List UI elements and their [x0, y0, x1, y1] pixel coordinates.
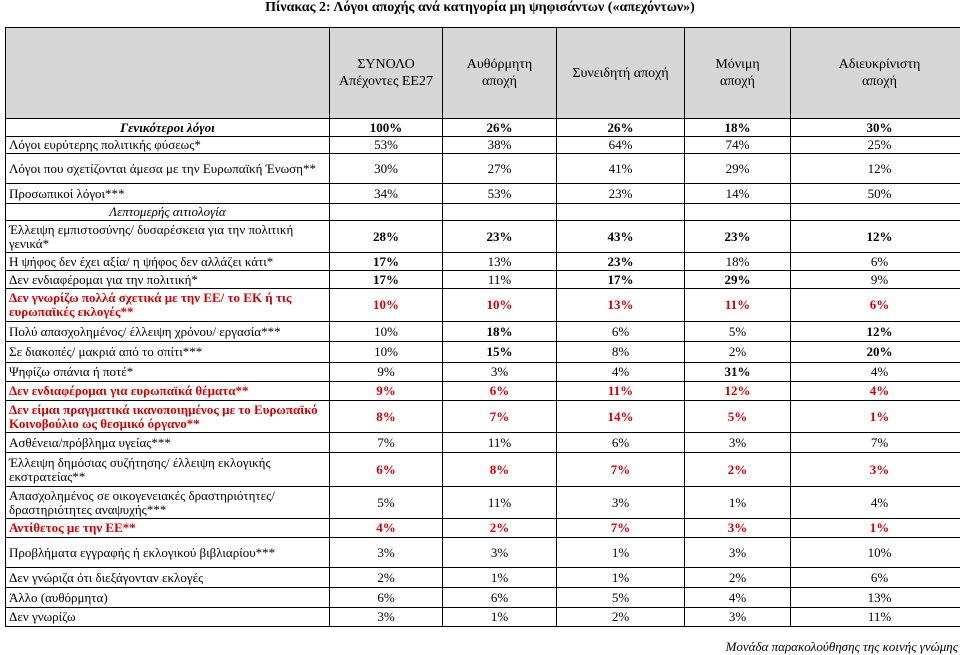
- table-cell: 12%: [791, 221, 960, 253]
- table-cell: 13%: [791, 588, 960, 608]
- table-row: [6, 253, 960, 271]
- header-blank: [6, 28, 330, 119]
- table-cell: 3%: [330, 608, 443, 627]
- table-cell: 26%: [443, 119, 557, 137]
- table-cell: 14%: [685, 184, 791, 204]
- table-cell: 6%: [557, 322, 685, 342]
- table-cell: 50%: [791, 184, 960, 204]
- table-cell: 4%: [330, 519, 443, 538]
- table-cell: 10%: [443, 289, 557, 322]
- table-cell: 4%: [791, 382, 960, 401]
- table-cell: 18%: [685, 119, 791, 137]
- table-cell: 5%: [685, 322, 791, 342]
- table-cell: 6%: [330, 588, 443, 608]
- table-cell: 1%: [443, 568, 557, 588]
- table-cell: 11%: [557, 382, 685, 401]
- table-cell: 8%: [330, 401, 443, 433]
- table-cell: 1%: [557, 568, 685, 588]
- table-cell: 17%: [330, 271, 443, 289]
- abstention-reasons-table: [5, 27, 960, 627]
- header-conscious: Συνειδητή αποχή: [557, 28, 685, 119]
- table-cell: 1%: [791, 519, 960, 538]
- table-cell: 4%: [791, 363, 960, 382]
- table-cell: 7%: [557, 519, 685, 538]
- table-cell: 12%: [791, 154, 960, 184]
- row-label: Αντίθετος με την ΕΕ**: [6, 519, 330, 538]
- table-cell: 2%: [557, 608, 685, 627]
- header-spontaneous: Αυθόρμητη αποχή: [443, 28, 557, 119]
- table-cell: [330, 204, 443, 221]
- header-total: ΣΥΝΟΛΟ Απέχοντες ΕΕ27: [330, 28, 443, 119]
- table-cell: 27%: [443, 154, 557, 184]
- table-cell: 6%: [557, 433, 685, 453]
- table-cell: 23%: [685, 221, 791, 253]
- table-cell: 10%: [791, 538, 960, 568]
- table-cell: 100%: [330, 119, 443, 137]
- table-row: [6, 342, 960, 363]
- table-cell: 8%: [557, 342, 685, 363]
- table-cell: 11%: [685, 289, 791, 322]
- table-cell: 20%: [791, 342, 960, 363]
- row-label: Δεν γνώριζα ότι διεξάγονταν εκλογές: [6, 568, 330, 588]
- table-row: [6, 363, 960, 382]
- table-cell: 43%: [557, 221, 685, 253]
- table-cell: 6%: [791, 253, 960, 271]
- table-cell: 7%: [443, 401, 557, 433]
- table-cell: 29%: [685, 154, 791, 184]
- table-cell: 14%: [557, 401, 685, 433]
- table-row: [6, 322, 960, 342]
- table-cell: 23%: [557, 184, 685, 204]
- table-row: [6, 184, 960, 204]
- table-cell: 13%: [557, 289, 685, 322]
- table-cell: [791, 204, 960, 221]
- row-label: Λεπτομερής αιτιολογία: [6, 204, 330, 221]
- row-label: Προβλήματα εγγραφής ή εκλογικού βιβλιαρίου***: [6, 538, 330, 568]
- table-cell: 2%: [443, 519, 557, 538]
- table-row: [6, 519, 960, 538]
- table-cell: 1%: [557, 538, 685, 568]
- table-row: [6, 154, 960, 184]
- table-cell: 25%: [791, 137, 960, 154]
- row-label: Άλλο (αυθόρμητα): [6, 588, 330, 608]
- table-title: Πίνακας 2: Λόγοι αποχής ανά κατηγορία μη ψηφισάντων («απεχόντων»): [265, 0, 695, 15]
- table-row: [6, 289, 960, 322]
- table-cell: 31%: [685, 363, 791, 382]
- table-row: [6, 568, 960, 588]
- row-label: Προσωπικοί λόγοι***: [6, 184, 330, 204]
- table-cell: 3%: [791, 453, 960, 487]
- section-header-detailed: [6, 204, 960, 221]
- table-cell: 5%: [330, 487, 443, 519]
- table-cell: 6%: [791, 568, 960, 588]
- table-cell: 18%: [443, 322, 557, 342]
- table-cell: 3%: [685, 519, 791, 538]
- table-cell: 23%: [443, 221, 557, 253]
- table-cell: 11%: [791, 608, 960, 627]
- table-cell: 1%: [443, 608, 557, 627]
- row-label: Ασθένεια/πρόβλημα υγείας***: [6, 433, 330, 453]
- row-label: Πολύ απασχολημένος/ έλλειψη χρόνου/ εργασία***: [6, 322, 330, 342]
- table-cell: 41%: [557, 154, 685, 184]
- table-cell: 30%: [330, 154, 443, 184]
- row-label: Δεν ενδιαφέρομαι για ευρωπαϊκά θέματα**: [6, 382, 330, 401]
- table-cell: 7%: [330, 433, 443, 453]
- table-row: [6, 588, 960, 608]
- row-label: Ψηφίζω σπάνια ή ποτέ*: [6, 363, 330, 382]
- table-cell: 2%: [685, 453, 791, 487]
- table-cell: 23%: [557, 253, 685, 271]
- table-cell: 53%: [443, 184, 557, 204]
- table-cell: 3%: [685, 433, 791, 453]
- table-row: [6, 608, 960, 627]
- table-cell: 18%: [685, 253, 791, 271]
- table-cell: 17%: [330, 253, 443, 271]
- table-cell: 3%: [685, 608, 791, 627]
- table-row: [6, 137, 960, 154]
- row-label: Απασχολημένος σε οικογενειακές δραστηριότητες/ δραστηριότητες αναψυχής***: [6, 487, 330, 519]
- table-cell: [443, 204, 557, 221]
- table-cell: 8%: [443, 453, 557, 487]
- table-cell: [557, 204, 685, 221]
- table-row: [6, 401, 960, 433]
- table-cell: 74%: [685, 137, 791, 154]
- table-cell: 15%: [443, 342, 557, 363]
- table-cell: 34%: [330, 184, 443, 204]
- table-row: [6, 271, 960, 289]
- table-cell: 5%: [557, 588, 685, 608]
- table-cell: 3%: [443, 538, 557, 568]
- row-label: Γενικότεροι λόγοι: [6, 119, 330, 137]
- table-cell: 4%: [557, 363, 685, 382]
- table-cell: 12%: [685, 382, 791, 401]
- row-label: Δεν γνωρίζω: [6, 608, 330, 627]
- table-cell: 7%: [791, 433, 960, 453]
- table-cell: 29%: [685, 271, 791, 289]
- table-cell: 10%: [330, 322, 443, 342]
- header-permanent: Μόνιμη αποχή: [685, 28, 791, 119]
- table-cell: 3%: [685, 538, 791, 568]
- row-label: Έλλειψη εμπιστοσύνης/ δυσαρέσκεια για την πολιτική γενικά*: [6, 221, 330, 253]
- row-label: Έλλειψη δημόσιας συζήτησης/ έλλειψη εκλογικής εκστρατείας**: [6, 453, 330, 487]
- table-cell: 6%: [443, 382, 557, 401]
- table-cell: 6%: [330, 453, 443, 487]
- table-row: [6, 382, 960, 401]
- table-cell: 12%: [791, 322, 960, 342]
- table-cell: 9%: [791, 271, 960, 289]
- table-cell: 30%: [791, 119, 960, 137]
- row-label: Δεν γνωρίζω πολλά σχετικά με την ΕΕ/ το ΕΚ ή τις ευρωπαϊκές εκλογές**: [6, 289, 330, 322]
- table-cell: 4%: [685, 588, 791, 608]
- table-cell: 53%: [330, 137, 443, 154]
- table-row: [6, 119, 960, 137]
- row-label: Δεν είμαι πραγματικά ικανοποιημένος με το Ευρωπαϊκό Κοινοβούλιο ως θεσμικό όργανο**: [6, 401, 330, 433]
- table-cell: 3%: [557, 487, 685, 519]
- table-row: [6, 453, 960, 487]
- table-cell: 38%: [443, 137, 557, 154]
- row-label: Σε διακοπές/ μακριά από το σπίτι***: [6, 342, 330, 363]
- table-row: [6, 538, 960, 568]
- table-cell: 6%: [443, 588, 557, 608]
- table-cell: 64%: [557, 137, 685, 154]
- table-cell: 2%: [330, 568, 443, 588]
- table-cell: 5%: [685, 401, 791, 433]
- header-unclear: Αδιευκρίνιστη αποχή: [791, 28, 960, 119]
- table-cell: 6%: [791, 289, 960, 322]
- table-cell: 10%: [330, 289, 443, 322]
- row-label: Λόγοι ευρύτερης πολιτικής φύσεως*: [6, 137, 330, 154]
- table-cell: 3%: [443, 363, 557, 382]
- table-cell: 2%: [685, 568, 791, 588]
- table-cell: 10%: [330, 342, 443, 363]
- table-cell: 2%: [685, 342, 791, 363]
- table-cell: 13%: [443, 253, 557, 271]
- table-cell: [685, 204, 791, 221]
- table-cell: 7%: [557, 453, 685, 487]
- table-cell: 28%: [330, 221, 443, 253]
- table-row: [6, 487, 960, 519]
- table-cell: 11%: [443, 271, 557, 289]
- table-cell: 9%: [330, 363, 443, 382]
- row-label: Η ψήφος δεν έχει αξία/ η ψήφος δεν αλλάζει κάτι*: [6, 253, 330, 271]
- table-cell: 11%: [443, 487, 557, 519]
- table-cell: 4%: [791, 487, 960, 519]
- table-row: [6, 433, 960, 453]
- header-row: [6, 28, 960, 119]
- table-cell: 3%: [330, 538, 443, 568]
- table-row: [6, 221, 960, 253]
- row-label: Λόγοι που σχετίζονται άμεσα με την Ευρωπαϊκή Ένωση**: [6, 154, 330, 184]
- footer-source: Μονάδα παρακολούθησης της κοινής γνώμης: [725, 639, 958, 654]
- table-cell: 26%: [557, 119, 685, 137]
- table-cell: 17%: [557, 271, 685, 289]
- table-cell: 9%: [330, 382, 443, 401]
- table-cell: 1%: [685, 487, 791, 519]
- row-label: Δεν ενδιαφέρομαι για την πολιτική*: [6, 271, 330, 289]
- table-cell: 1%: [791, 401, 960, 433]
- table-cell: 11%: [443, 433, 557, 453]
